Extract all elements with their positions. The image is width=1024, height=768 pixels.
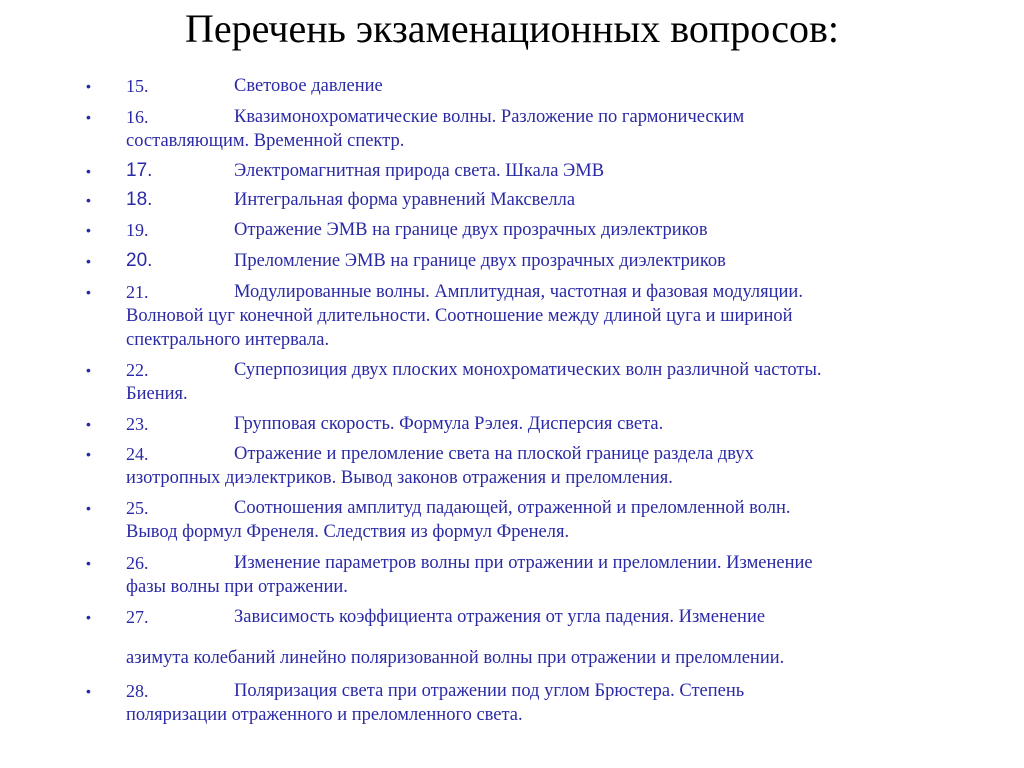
question-text: [126, 605, 976, 670]
question-text-line: Модулированные волны. Амплитудная, частотная и фазовая модуляции.: [234, 282, 803, 302]
question-number: 23.: [126, 414, 149, 434]
question-text: [126, 188, 976, 212]
bullet-icon: •: [86, 109, 91, 125]
question-text: [126, 105, 976, 153]
question-text-line: Квазимонохроматические волны. Разложение по гармоническим: [234, 107, 745, 127]
bullet-icon: •: [86, 416, 91, 432]
bullet-icon: •: [86, 192, 91, 208]
question-number: 15.: [126, 76, 149, 96]
slide-title: Перечень экзаменационных вопросов:: [184, 6, 840, 51]
question-text-line: Зависимость коэффициента отражения от угла падения. Изменение: [234, 607, 766, 627]
question-text-line: Волновой цуг конечной длительности. Соотношение между длиной цуга и шириной: [126, 306, 793, 326]
bullet-icon: •: [86, 500, 91, 516]
bullet-icon: •: [86, 284, 91, 300]
bullet-icon: •: [86, 362, 91, 378]
question-text: [126, 280, 976, 352]
bullet-icon: •: [86, 253, 91, 269]
question-text-line: составляющим. Временной спектр.: [126, 131, 405, 151]
question-text-line: Вывод формул Френеля. Следствия из формул Френеля.: [126, 522, 570, 542]
question-text-line: Отражение и преломление света на плоской границе раздела двух: [234, 444, 754, 464]
question-text-line: поляризации отраженного и преломленного света.: [126, 705, 523, 725]
question-text: [126, 218, 976, 242]
question-text-line: фазы волны при отражении.: [126, 577, 348, 597]
bullet-icon: •: [86, 446, 91, 462]
question-number: 26.: [126, 553, 149, 573]
question-text: [126, 249, 976, 273]
bullet-icon: •: [86, 163, 91, 179]
question-text-line: Электромагнитная природа света. Шкала ЭМВ: [234, 161, 605, 181]
question-text-line: спектрального интервала.: [126, 330, 330, 350]
question-text: [126, 159, 976, 183]
question-number: 19.: [126, 220, 149, 240]
question-number: 27.: [126, 607, 149, 627]
question-number: 22.: [126, 360, 149, 380]
question-text-line: Отражение ЭМВ на границе двух прозрачных диэлектриков: [234, 220, 708, 240]
question-text: [126, 412, 976, 436]
question-text-line: Групповая скорость. Формула Рэлея. Дисперсия света.: [234, 414, 664, 434]
question-text-line: Соотношения амплитуд падающей, отраженной и преломленной волн.: [234, 498, 791, 518]
question-number: 16.: [126, 107, 149, 127]
question-text-line: Световое давление: [234, 76, 383, 96]
question-text-line: азимута колебаний линейно поляризованной волны при отражении и преломлении.: [126, 648, 785, 668]
question-number: 18.: [126, 189, 153, 210]
question-text: [126, 442, 976, 490]
question-text-line: Суперпозиция двух плоских монохроматических волн различной частоты.: [234, 360, 822, 380]
bullet-icon: •: [86, 222, 91, 238]
bullet-icon: •: [86, 78, 91, 94]
question-text: [126, 358, 976, 406]
question-text-line: Изменение параметров волны при отражении и преломлении. Изменение: [234, 553, 813, 573]
question-number: 21.: [126, 282, 149, 302]
bullet-icon: •: [86, 555, 91, 571]
question-text: [126, 679, 976, 727]
question-text-line: Биения.: [126, 384, 188, 404]
question-number: 25.: [126, 498, 149, 518]
question-text-line: Поляризация света при отражении под углом Брюстера. Степень: [234, 681, 745, 701]
question-number: 24.: [126, 444, 149, 464]
question-number: 17.: [126, 160, 153, 181]
question-number: 20.: [126, 250, 153, 271]
question-text: [126, 74, 976, 98]
question-text-line: Интегральная форма уравнений Максвелла: [234, 190, 576, 210]
question-number: 28.: [126, 681, 149, 701]
question-text: [126, 496, 976, 544]
question-text: [126, 551, 976, 599]
question-text-line: Преломление ЭМВ на границе двух прозрачных диэлектриков: [234, 251, 726, 271]
bullet-icon: •: [86, 683, 91, 699]
question-text-line: изотропных диэлектриков. Вывод законов отражения и преломления.: [126, 468, 673, 488]
bullet-icon: •: [86, 609, 91, 625]
